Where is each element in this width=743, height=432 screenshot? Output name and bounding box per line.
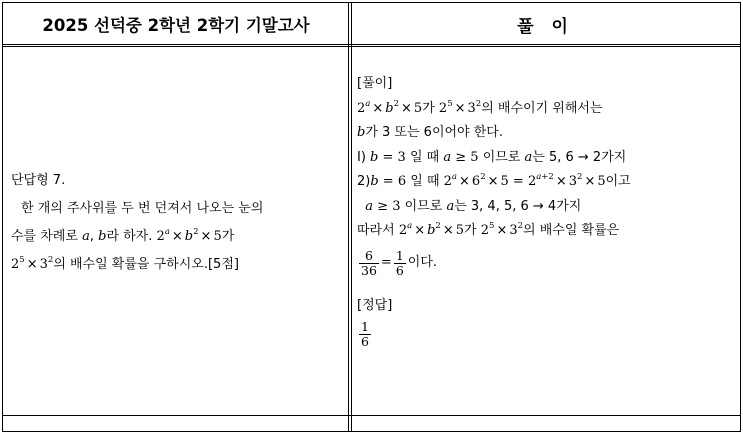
answer-fraction: $\frac{1}{6}$ [361, 319, 369, 349]
solution-line-5: a ≥ 3 이므로 a는 3, 4, 5, 6 → 4가지 [365, 198, 582, 214]
solution-line-7: $\frac{6}{36}$ = $\frac{1}{6}$ 이다. [361, 248, 438, 278]
column-divider-inner [351, 2, 352, 432]
exam-title: 2025 선덕중 2학년 2학기 기말고사 [42, 16, 310, 35]
fraction-1-6: $\frac{1}{6}$ [395, 248, 404, 278]
solution-tag: [풀이] [357, 76, 393, 91]
solution-line-3: Ⅰ) b = 3 일 때 a ≥ 5 이므로 a는 5, 6 → 2가지 [357, 149, 627, 165]
column-divider [348, 2, 349, 432]
answer-tag: [정답] [357, 297, 393, 313]
question-label: 단답형 7. [11, 173, 66, 188]
solution-line-6: 따라서 $2^a \times b^2 \times 5$가 $2^5 \times 3^2$의 배수일 확률은 [357, 221, 620, 238]
solution-line-2: b가 3 또는 6이어야 한다. [357, 125, 503, 140]
question-line-2: 수를 차례로 a, b라 하자. $2^a \times b^2 \times 5$가 [11, 227, 235, 244]
solution-title: 풀 이 [517, 16, 574, 37]
header-divider [2, 44, 741, 47]
answer-line [357, 320, 735, 349]
solution-line-1: $2^a \times b^2 \times 5$가 $2^5 \times 3^2$의 배수이기 위해서는 [357, 98, 603, 116]
points-badge: [5점] [207, 257, 239, 272]
question-line-3: $2^5 \times 3^2$의 배수일 확률을 구하시오.[5점] [11, 255, 239, 272]
solution-block [357, 72, 735, 349]
bottom-divider [2, 415, 741, 416]
solution-line-4: 2)b = 6 일 때 $2^a \times 6^2 \times 5 = 2^{a+2} \times 3^2 \times 5$이고 [357, 172, 631, 189]
question-line-1: 한 개의 주사위를 두 번 던져서 나오는 눈의 [21, 201, 264, 216]
question-block [11, 167, 343, 279]
fraction-6-36: $\frac{6}{36}$ [361, 248, 377, 278]
